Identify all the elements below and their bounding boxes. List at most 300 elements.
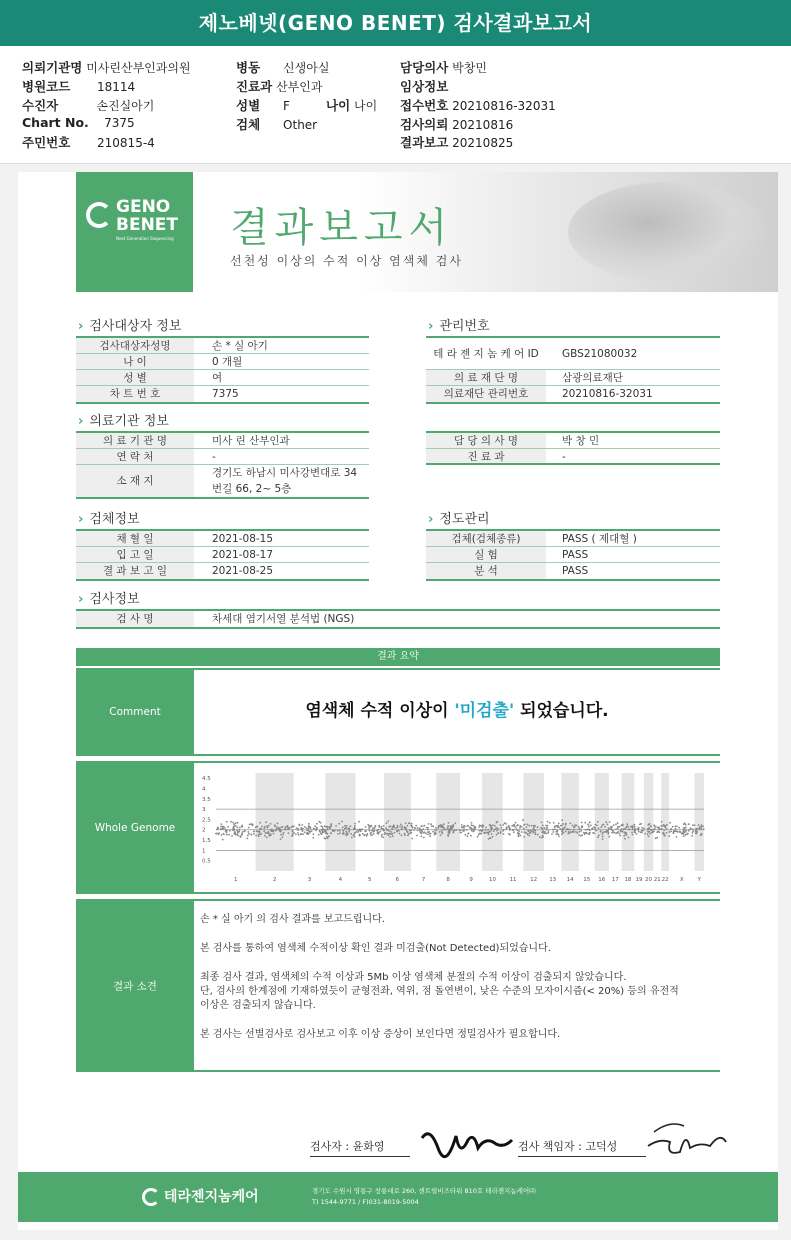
data-point: [670, 828, 672, 830]
data-point: [304, 831, 306, 833]
data-point: [478, 834, 480, 836]
data-point: [467, 833, 469, 835]
data-point: [607, 833, 609, 835]
data-point: [270, 823, 272, 825]
data-point: [421, 832, 423, 834]
data-point: [399, 826, 401, 828]
data-point: [297, 828, 299, 830]
data-point: [605, 821, 607, 823]
data-point: [467, 825, 469, 827]
data-point: [474, 826, 476, 828]
x-tick-label: 19: [635, 877, 643, 883]
x-tick-label: 20: [645, 877, 653, 883]
data-point: [253, 833, 255, 835]
data-point: [373, 830, 375, 832]
data-point: [399, 833, 401, 835]
data-point: [227, 826, 229, 828]
data-point: [625, 833, 627, 835]
data-point: [306, 830, 308, 832]
data-point: [574, 831, 576, 833]
data-point: [428, 823, 430, 825]
data-point: [268, 835, 270, 837]
data-point: [452, 827, 454, 829]
info-ward: 병동 신생아실: [236, 60, 330, 75]
data-point: [363, 835, 365, 837]
data-point: [624, 838, 626, 840]
data-point: [218, 832, 220, 834]
data-point: [589, 833, 591, 835]
data-point: [358, 821, 360, 823]
data-point: [632, 834, 634, 836]
data-point: [235, 825, 237, 827]
data-point: [669, 822, 671, 824]
data-point: [478, 826, 480, 828]
data-point: [396, 831, 398, 833]
report-banner: [18, 172, 778, 292]
data-point: [611, 829, 613, 831]
data-point: [325, 826, 327, 828]
data-point: [249, 824, 251, 826]
data-point: [512, 829, 514, 831]
data-point: [530, 832, 532, 834]
comment-label: Comment: [76, 670, 194, 754]
data-point: [486, 832, 488, 834]
data-point: [628, 837, 630, 839]
data-point: [287, 827, 289, 829]
data-point: [223, 833, 225, 835]
data-point: [496, 827, 498, 829]
data-point: [360, 829, 362, 831]
data-point: [520, 835, 522, 837]
data-point: [436, 829, 438, 831]
data-point: [643, 828, 645, 830]
data-point: [683, 830, 685, 832]
data-point: [590, 825, 592, 827]
data-point: [321, 833, 323, 835]
data-point: [688, 830, 690, 832]
data-point: [659, 828, 661, 830]
data-point: [375, 825, 377, 827]
data-point: [376, 830, 378, 832]
data-point: [546, 833, 548, 835]
data-point: [241, 826, 243, 828]
data-point: [238, 829, 240, 831]
footer-address: 경기도 수원시 영통구 창룡대로 260, 센트럴비즈타워 810호 테라젠지놈케어㈜ T) 1544-9771 / F)031-8019-5004: [312, 1187, 536, 1206]
data-point: [257, 834, 259, 836]
data-point: [492, 836, 494, 838]
data-point: [634, 828, 636, 830]
data-point: [628, 828, 630, 830]
data-point: [522, 819, 524, 821]
data-point: [484, 832, 486, 834]
data-point: [258, 831, 260, 833]
data-point: [636, 833, 638, 835]
data-point: [699, 828, 701, 830]
data-point: [508, 833, 510, 835]
data-point: [696, 833, 698, 835]
data-point: [421, 825, 423, 827]
data-point: [617, 822, 619, 824]
data-point: [578, 834, 580, 836]
data-point: [316, 823, 318, 825]
data-point: [564, 826, 566, 828]
info-sex: 성별 F: [236, 98, 290, 113]
data-point: [261, 826, 263, 828]
info-resident-no: 주민번호 210815-4: [22, 135, 155, 150]
x-tick-label: 10: [488, 877, 496, 883]
data-point: [330, 832, 332, 834]
genobenet-logo: GENO BENET Next Generation Sequencing: [76, 172, 193, 292]
data-point: [265, 821, 267, 823]
section-test-info: › 검사정보: [78, 592, 140, 607]
data-point: [662, 832, 664, 834]
data-point: [449, 833, 451, 835]
data-point: [633, 824, 635, 826]
data-point: [500, 832, 502, 834]
data-point: [447, 825, 449, 827]
data-point: [504, 822, 506, 824]
x-tick-label: 3: [307, 877, 312, 883]
data-point: [547, 831, 549, 833]
data-point: [296, 827, 298, 829]
data-point: [471, 822, 473, 824]
data-point: [518, 830, 520, 832]
data-point: [545, 829, 547, 831]
data-point: [565, 831, 567, 833]
data-point: [322, 831, 324, 833]
data-point: [595, 830, 597, 832]
data-point: [648, 835, 650, 837]
x-tick-label: 16: [598, 877, 606, 883]
data-point: [237, 822, 239, 824]
data-point: [463, 830, 465, 832]
data-point: [654, 828, 656, 830]
data-point: [417, 830, 419, 832]
baby-feet-image: [568, 182, 768, 282]
info-receipt-no: 접수번호 20210816-32031: [400, 98, 556, 113]
data-point: [561, 819, 563, 821]
responsible-signature: [640, 1112, 730, 1168]
x-tick-label: 9: [469, 877, 473, 883]
data-point: [297, 832, 299, 834]
data-point: [569, 823, 571, 825]
data-point: [280, 838, 282, 840]
x-tick-label: Y: [697, 877, 701, 883]
data-point: [393, 827, 395, 829]
data-point: [423, 825, 425, 827]
data-point: [684, 822, 686, 824]
data-point: [656, 837, 658, 839]
data-point: [392, 826, 394, 828]
data-point: [694, 824, 696, 826]
data-point: [546, 827, 548, 829]
data-point: [387, 829, 389, 831]
data-point: [589, 830, 591, 832]
data-point: [263, 830, 265, 832]
data-point: [644, 833, 646, 835]
data-point: [344, 827, 346, 829]
data-point: [685, 827, 687, 829]
x-tick-label: 6: [395, 877, 400, 883]
data-point: [263, 827, 265, 829]
data-point: [469, 827, 471, 829]
data-point: [389, 836, 391, 838]
data-point: [369, 830, 371, 832]
comment-text: 염색체 수적 이상이 '미검출' 되었습니다.: [305, 701, 609, 721]
data-point: [650, 825, 652, 827]
data-point: [353, 834, 355, 836]
data-point: [581, 827, 583, 829]
data-point: [525, 832, 527, 834]
section-specimen: › 검체정보: [78, 512, 140, 527]
data-point: [244, 830, 246, 832]
data-point: [337, 833, 339, 835]
data-point: [284, 828, 286, 830]
data-point: [308, 832, 310, 834]
data-point: [537, 826, 539, 828]
data-point: [224, 827, 226, 829]
findings-text: 손 * 실 아기 의 검사 결과를 보고드립니다. 본 검사를 통하여 염색체 수적이상 확인 결과 미검출(Not Detected)되었습니다. 최종 검사 결과, 염색체의 수적 이상과 5Mb 이상 염색체 분절의 수적 이상이 검출되지 않았습니다. 단, 검사의 한계점에 기재하였듯이 균형전좌, 역위, 점 돌연변이, 낮은 수준의 모자이시즘(< 20%) 등의 유전적 이상은 검출되지 않습니다. 본 검사는 선별검사로 검사보고 이후 이상 증상이 보인다면 정밀검사가 필요합니다.: [200, 914, 679, 1040]
data-point: [344, 834, 346, 836]
data-point: [470, 828, 472, 830]
data-point: [225, 828, 227, 830]
findings-block: [76, 899, 720, 1072]
data-point: [401, 825, 403, 827]
data-point: [503, 824, 505, 826]
footer-logo: 테라젠지놈케어: [142, 1186, 259, 1206]
data-point: [482, 827, 484, 829]
data-point: [572, 825, 574, 827]
data-point: [378, 825, 380, 827]
data-point: [547, 821, 549, 823]
data-point: [624, 828, 626, 830]
data-point: [354, 828, 356, 830]
data-point: [580, 835, 582, 837]
data-point: [419, 829, 421, 831]
data-point: [620, 831, 622, 833]
data-point: [524, 832, 526, 834]
data-point: [509, 827, 511, 829]
data-point: [430, 833, 432, 835]
data-point: [280, 826, 282, 828]
data-point: [569, 832, 571, 834]
data-point: [626, 823, 628, 825]
data-point: [462, 827, 464, 829]
data-point: [580, 830, 582, 832]
data-point: [621, 828, 623, 830]
data-point: [673, 832, 675, 834]
data-point: [598, 827, 600, 829]
data-point: [639, 824, 641, 826]
data-point: [266, 837, 268, 839]
data-point: [678, 831, 680, 833]
data-point: [226, 834, 228, 836]
responsible-name: 검사 책임자 : 고덕성: [518, 1138, 646, 1157]
data-point: [638, 831, 640, 833]
data-point: [572, 830, 574, 832]
data-point: [387, 833, 389, 835]
data-point: [228, 834, 230, 836]
data-point: [356, 831, 358, 833]
data-point: [555, 829, 557, 831]
data-point: [692, 832, 694, 834]
data-point: [528, 835, 530, 837]
data-point: [222, 839, 224, 841]
data-point: [264, 832, 266, 834]
data-point: [443, 827, 445, 829]
data-point: [675, 828, 677, 830]
data-point: [301, 824, 303, 826]
data-point: [268, 825, 270, 827]
data-point: [623, 835, 625, 837]
data-point: [241, 833, 243, 835]
data-point: [255, 835, 257, 837]
data-point: [537, 834, 539, 836]
data-point: [659, 831, 661, 833]
data-point: [437, 827, 439, 829]
data-point: [401, 834, 403, 836]
data-point: [609, 821, 611, 823]
data-point: [480, 833, 482, 835]
data-point: [466, 829, 468, 831]
data-point: [238, 831, 240, 833]
x-tick-label: 22: [661, 877, 669, 883]
data-point: [338, 823, 340, 825]
data-point: [260, 833, 262, 835]
test-info-table: 검 사 명 차세대 염기서열 분석법 (NGS): [76, 609, 720, 629]
data-point: [438, 825, 440, 827]
data-point: [561, 833, 563, 835]
data-point: [692, 830, 694, 832]
data-point: [425, 833, 427, 835]
data-point: [318, 821, 320, 823]
data-point: [663, 835, 665, 837]
data-point: [308, 823, 310, 825]
data-point: [619, 835, 621, 837]
data-point: [500, 824, 502, 826]
data-point: [553, 831, 555, 833]
x-tick-label: 1: [234, 877, 238, 883]
data-point: [443, 829, 445, 831]
chromosome-band: [436, 773, 460, 871]
data-point: [422, 828, 424, 830]
data-point: [419, 827, 421, 829]
data-point: [648, 828, 650, 830]
data-point: [240, 836, 242, 838]
data-point: [247, 835, 249, 837]
data-point: [256, 831, 258, 833]
data-point: [585, 829, 587, 831]
data-point: [670, 830, 672, 832]
data-point: [589, 821, 591, 823]
data-point: [477, 836, 479, 838]
x-tick-label: 12: [530, 877, 538, 883]
data-point: [302, 830, 304, 832]
data-point: [427, 829, 429, 831]
data-point: [431, 825, 433, 827]
data-point: [703, 828, 705, 830]
data-point: [326, 833, 328, 835]
data-point: [427, 834, 429, 836]
data-point: [521, 831, 523, 833]
data-point: [410, 832, 412, 834]
data-point: [280, 834, 282, 836]
data-point: [423, 832, 425, 834]
data-point: [529, 830, 531, 832]
data-point: [594, 833, 596, 835]
y-tick-label: 3.5: [202, 796, 211, 803]
management-table: 테 라 젠 지 놈 케 어 ID GBS21080032 의 료 재 단 명 삼광의료재단 의료재단 관리번호 20210816-32031: [426, 336, 720, 404]
data-point: [250, 823, 252, 825]
data-point: [663, 824, 665, 826]
data-point: [233, 827, 235, 829]
data-point: [384, 833, 386, 835]
data-point: [239, 827, 241, 829]
data-point: [528, 825, 530, 827]
data-point: [319, 830, 321, 832]
y-tick-label: 0.5: [202, 858, 211, 865]
data-point: [702, 825, 704, 827]
data-point: [470, 835, 472, 837]
data-point: [554, 827, 556, 829]
data-point: [653, 831, 655, 833]
data-point: [283, 832, 285, 834]
data-point: [405, 822, 407, 824]
comment-block: [76, 668, 720, 756]
data-point: [666, 832, 668, 834]
chromosome-band: [561, 773, 578, 871]
data-point: [383, 825, 385, 827]
data-point: [429, 835, 431, 837]
data-point: [701, 833, 703, 835]
data-point: [370, 834, 372, 836]
data-point: [613, 824, 615, 826]
data-point: [329, 828, 331, 830]
banner-subtitle: 선천성 이상의 수적 이상 염색체 검사: [230, 254, 463, 268]
data-point: [615, 824, 617, 826]
data-point: [471, 830, 473, 832]
data-point: [474, 827, 476, 829]
data-point: [496, 830, 498, 832]
data-point: [579, 829, 581, 831]
data-point: [259, 822, 261, 824]
data-point: [562, 829, 564, 831]
data-point: [220, 826, 222, 828]
data-point: [641, 827, 643, 829]
data-point: [222, 826, 224, 828]
data-point: [526, 826, 528, 828]
data-point: [600, 826, 602, 828]
data-point: [309, 826, 311, 828]
data-point: [615, 828, 617, 830]
data-point: [527, 824, 529, 826]
data-point: [452, 824, 454, 826]
banner-title: 결과보고서: [230, 205, 454, 251]
terragen-logo-icon: [142, 1188, 160, 1206]
info-report-date: 결과보고 20210825: [400, 135, 514, 150]
data-point: [672, 826, 674, 828]
data-point: [397, 825, 399, 827]
data-point: [381, 836, 383, 838]
data-point: [559, 828, 561, 830]
data-point: [561, 825, 563, 827]
data-point: [610, 826, 612, 828]
data-point: [304, 826, 306, 828]
info-doctor: 담당의사 박창민: [400, 60, 487, 75]
data-point: [558, 823, 560, 825]
data-point: [267, 831, 269, 833]
y-tick-label: 4.5: [202, 776, 211, 783]
